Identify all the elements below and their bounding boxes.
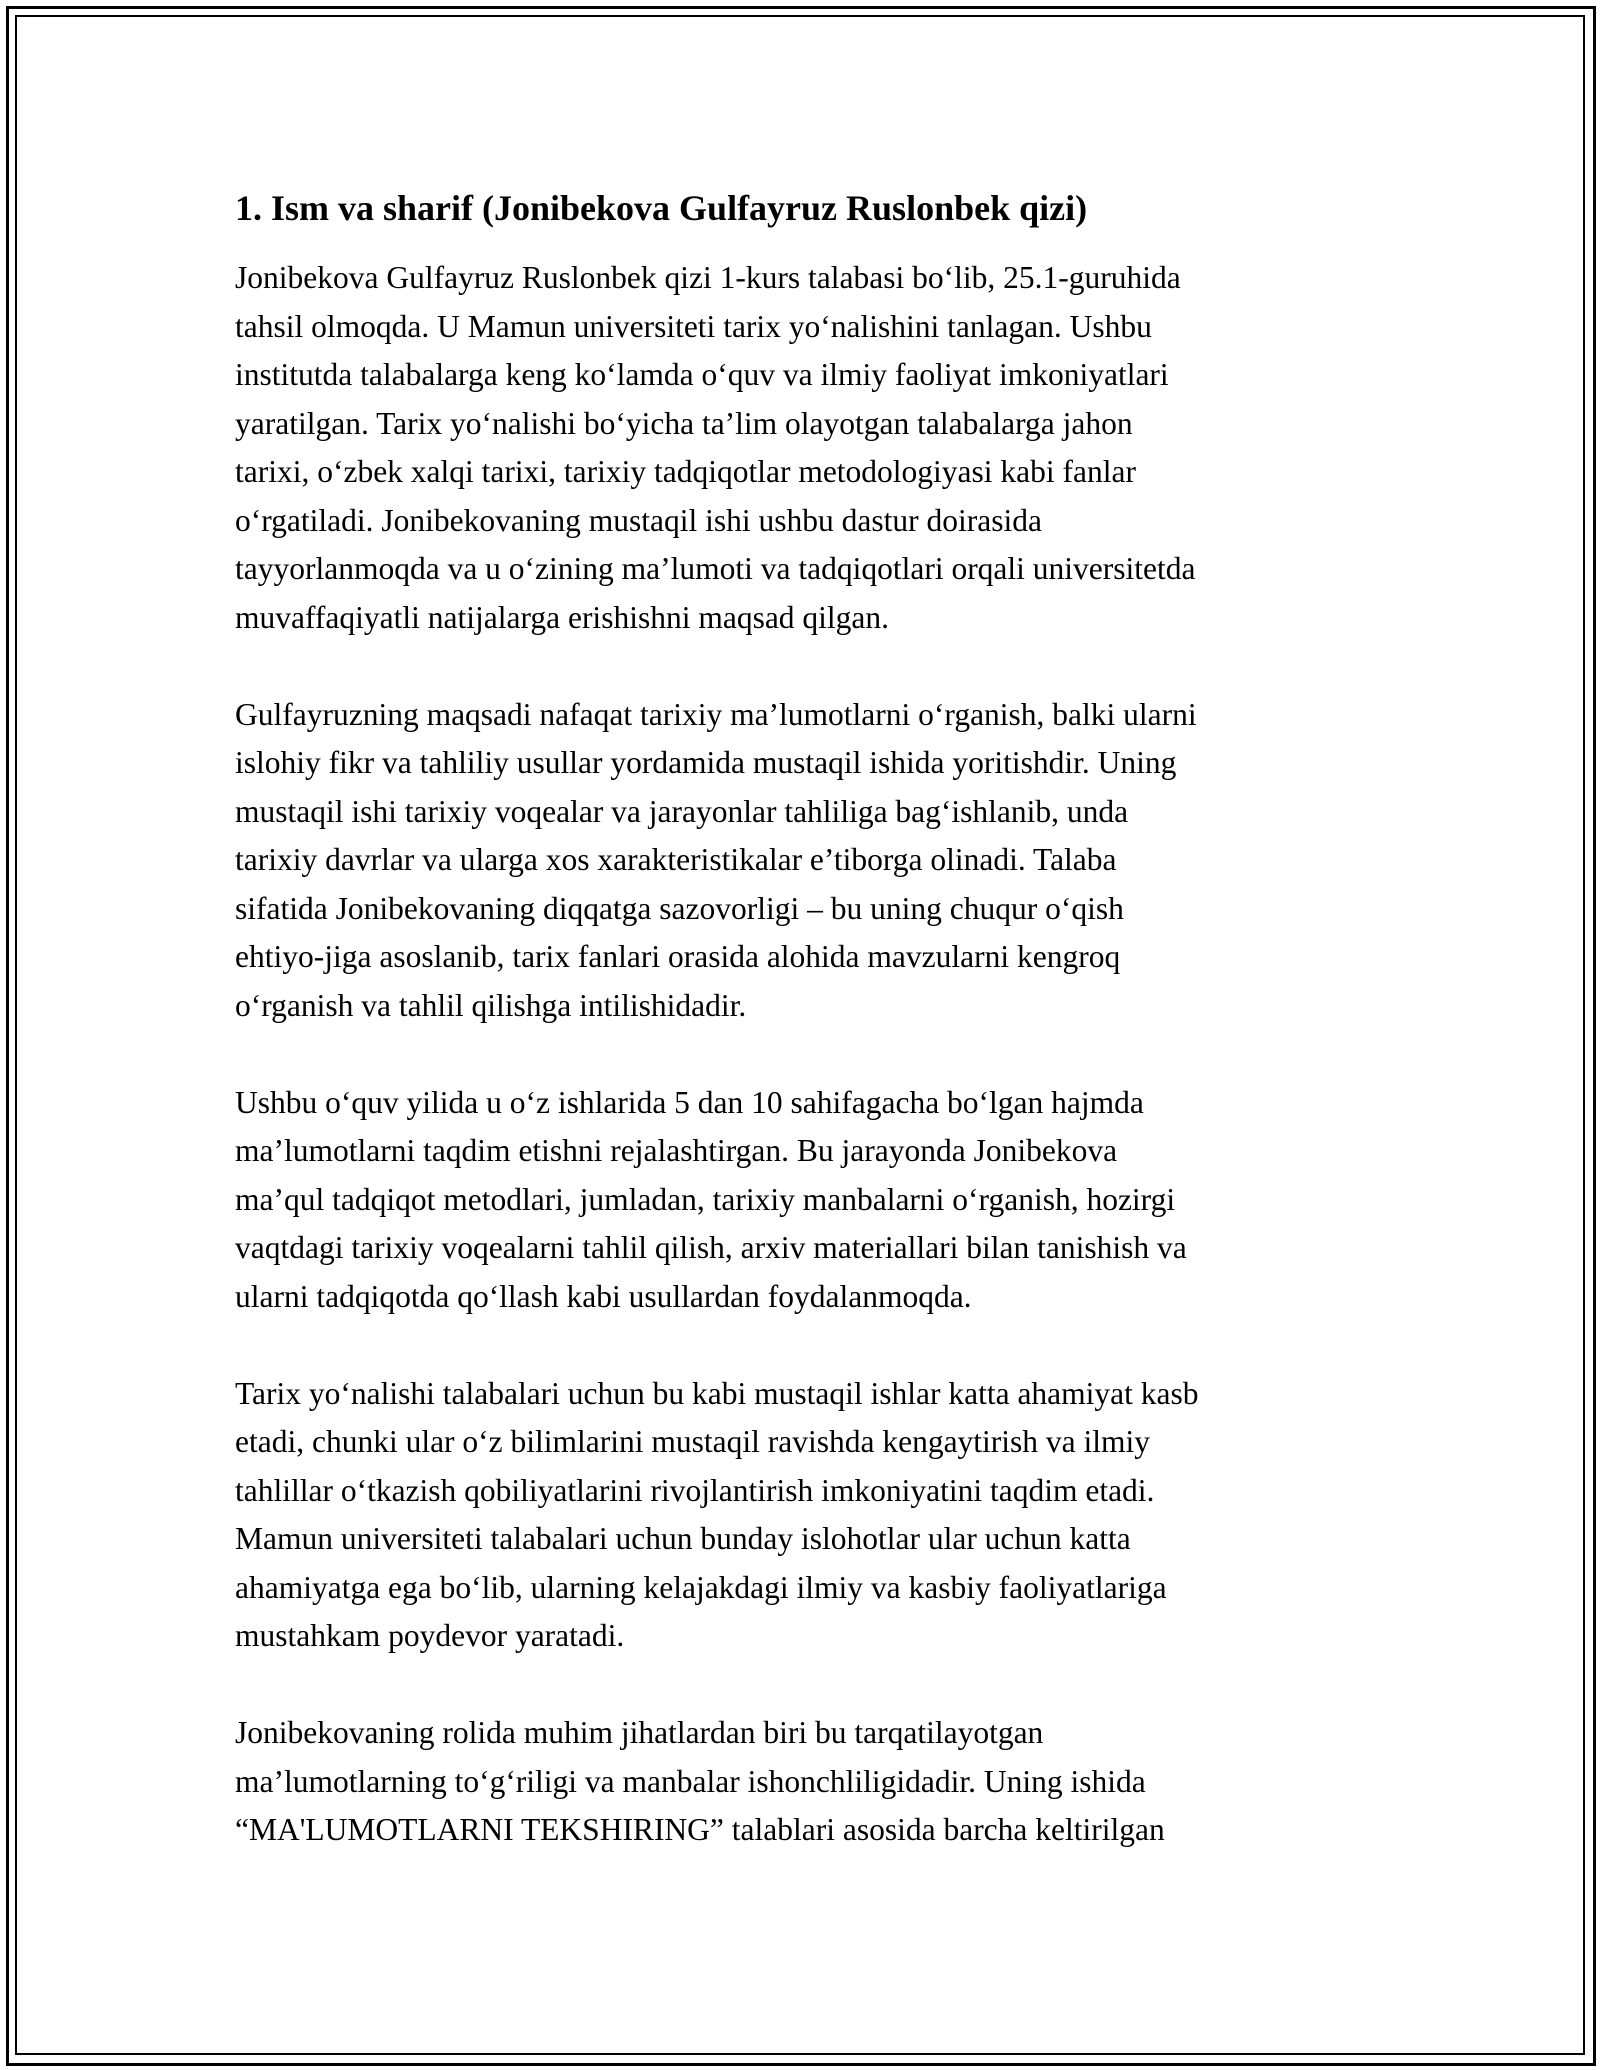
paragraph-4 — [235, 1370, 1375, 1661]
text-line: tahsil olmoqda. U Mamun universiteti tarix yo‘nalishini tanlagan. Ushbu — [235, 308, 1152, 344]
text-line: institutda talabalarga keng ko‘lamda o‘quv va ilmiy faoliyat imkoniyatlari — [235, 357, 1169, 392]
text-line: Ushbu o‘quv yilida u o‘z ishlarida 5 dan 10 sahifagacha bo‘lgan hajmda — [235, 1084, 1144, 1120]
text-line: Tarix yo‘nalishi talabalari uchun bu kabi mustaqil ishlar katta ahamiyat kasb — [235, 1375, 1199, 1411]
text-line: etadi, chunki ular o‘z bilimlarini mustaqil ravishda kengaytirish va ilmiy — [235, 1424, 1151, 1459]
text-line: Mamun universiteti talabalari uchun bunday islohotlar ular uchun katta — [235, 1521, 1131, 1556]
text-line: ma’lumotlarning to‘g‘riligi va manbalar ishonchliligidadir. Uning ishida — [235, 1763, 1146, 1799]
document-body — [235, 186, 1375, 1903]
paragraph-2 — [235, 691, 1375, 1031]
text-line: Jonibekova Gulfayruz Ruslonbek qizi 1-kurs talabasi bo‘lib, 25.1-guruhida — [235, 260, 1181, 295]
text-line: mustahkam poydevor yaratadi. — [235, 1618, 625, 1653]
paragraph-3 — [235, 1079, 1375, 1322]
text-line: tarixi, o‘zbek xalqi tarixi, tarixiy tadqiqotlar metodologiyasi kabi fanlar — [235, 454, 1136, 489]
section-heading: 1. Ism va sharif (Jonibekova Gulfayruz Ruslonbek qizi) — [235, 188, 1088, 228]
text-line: ularni tadqiqotda qo‘llash kabi usullardan foydalanmoqda. — [235, 1278, 972, 1314]
text-line: o‘rganish va tahlil qilishga intilishidadir. — [235, 987, 747, 1023]
text-line: o‘rgatiladi. Jonibekovaning mustaqil ishi ushbu dastur doirasida — [235, 502, 1042, 538]
text-line: ma’lumotlarni taqdim etishni rejalashtirgan. Bu jarayonda Jonibekova — [235, 1133, 1118, 1168]
text-line: mustaqil ishi tarixiy voqealar va jarayonlar tahliliga bag‘ishlanib, unda — [235, 793, 1129, 829]
text-line: ehtiyo-jiga asoslanib, tarix fanlari orasida alohida mavzularni kengroq — [235, 939, 1121, 974]
text-line: tarixiy davrlar va ularga xos xarakteristikalar e’tiborga olinadi. Talaba — [235, 842, 1117, 877]
text-line: sifatida Jonibekovaning diqqatga sazovorligi – bu uning chuqur o‘qish — [235, 890, 1124, 926]
text-line: yaratilgan. Tarix yo‘nalishi bo‘yicha ta’lim olayotgan talabalarga jahon — [235, 405, 1133, 441]
text-line: ahamiyatga ega bo‘lib, ularning kelajakdagi ilmiy va kasbiy faoliyatlariga — [235, 1569, 1167, 1605]
text-line: ma’qul tadqiqot metodlari, jumladan, tarixiy manbalarni o‘rganish, hozirgi — [235, 1181, 1176, 1217]
text-line: muvaffaqiyatli natijalarga erishishni maqsad qilgan. — [235, 599, 890, 635]
text-line: Jonibekovaning rolida muhim jihatlardan biri bu tarqatilayotgan — [235, 1715, 1044, 1750]
text-line: islohiy fikr va tahliliy usullar yordamida mustaqil ishida yoritishdir. Uning — [235, 745, 1177, 780]
text-line: Gulfayruzning maqsadi nafaqat tarixiy ma’lumotlarni o‘rganish, balki ularni — [235, 696, 1197, 732]
text-line: “MA'LUMOTLARNI TEKSHIRING” talablari asosida barcha keltirilgan — [235, 1812, 1165, 1847]
text-line: tayyorlanmoqda va u o‘zining ma’lumoti va tadqiqotlari orqali universitetda — [235, 551, 1196, 586]
text-line: vaqtdagi tarixiy voqealarni tahlil qilish, arxiv materiallari bilan tanishish va — [235, 1230, 1187, 1265]
paragraph-5 — [235, 1709, 1375, 1855]
paragraph-1 — [235, 254, 1375, 642]
text-line: tahlillar o‘tkazish qobiliyatlarini rivojlantirish imkoniyatini taqdim etadi. — [235, 1472, 1155, 1508]
